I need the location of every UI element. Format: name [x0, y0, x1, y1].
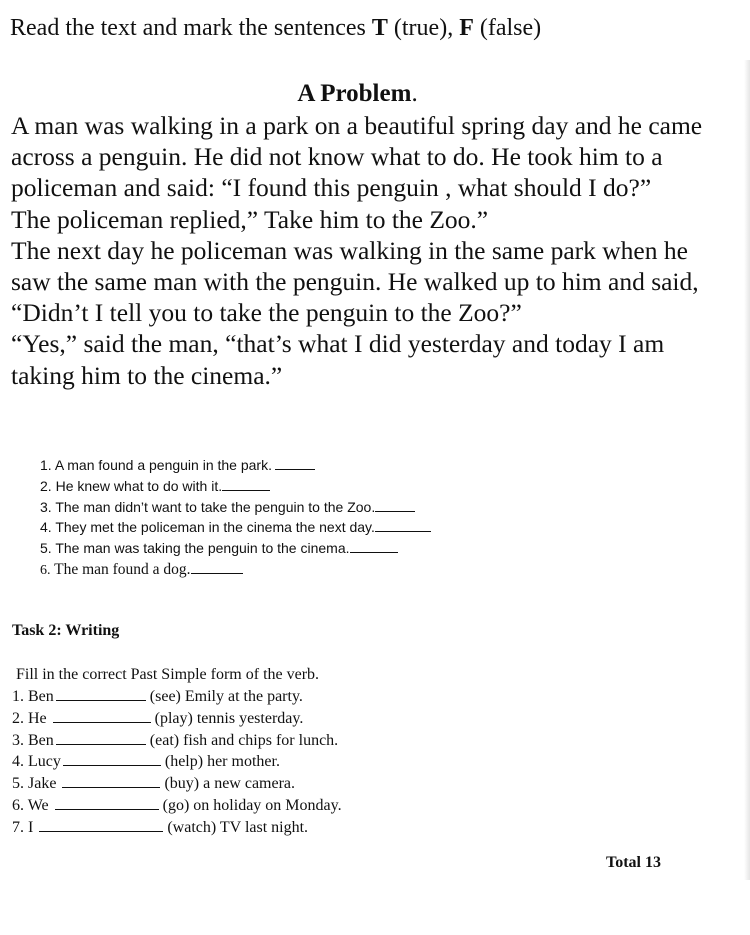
verb-item: [12, 686, 342, 708]
tf-number: 6.: [40, 562, 51, 578]
verb-item: [12, 751, 342, 773]
story-paragraph: A man was walking in a park on a beautiful spring day and he came across a penguin. He did not know what to do. He took him to a policeman and said: “I found this penguin , what should I do?”: [11, 111, 703, 203]
verb-number: 3.: [12, 731, 24, 749]
answer-blank[interactable]: [375, 497, 415, 512]
total-score: Total 13: [606, 854, 661, 871]
verb-subject: Ben: [28, 688, 54, 705]
verb-prompt: (help) her mother.: [164, 753, 280, 771]
answer-blank[interactable]: [275, 455, 315, 470]
tf-item: [40, 497, 431, 518]
verb-prompt: (play) tennis yesterday.: [154, 709, 304, 727]
task2-heading: Task 2: Writing: [12, 622, 120, 639]
verb-item: [12, 730, 342, 752]
answer-blank[interactable]: [350, 538, 398, 553]
tf-number: 3.: [40, 498, 52, 515]
true-false-list: [40, 455, 431, 582]
true-letter: T: [371, 15, 388, 41]
tf-number: 5.: [40, 540, 52, 557]
verb-blank[interactable]: [53, 708, 151, 723]
verb-prompt: (buy) a new camera.: [164, 775, 296, 793]
verb-number: 1.: [12, 688, 24, 705]
story-paragraph: The policeman replied,” Take him to the Zoo.”: [11, 204, 489, 234]
true-label: (true),: [387, 15, 460, 41]
verb-subject: We: [27, 796, 49, 814]
tf-number: 1.: [40, 457, 52, 473]
instructions-text: Read the text and mark the sentences: [10, 15, 372, 41]
tf-item: [40, 517, 431, 538]
story-text: [11, 110, 731, 391]
page-edge-shadow: [744, 60, 750, 880]
verb-prompt: (eat) fish and chips for lunch.: [149, 731, 339, 749]
tf-number: 2.: [40, 477, 52, 494]
verb-number: 4.: [12, 753, 24, 771]
answer-blank[interactable]: [375, 517, 431, 532]
story-paragraph: “Yes,” said the man, “that’s what I did yesterday and today I am taking him to the cinema.”: [11, 329, 665, 390]
verb-item: [12, 708, 342, 730]
verb-subject: Ben: [28, 731, 54, 749]
verb-blank[interactable]: [39, 817, 163, 832]
verb-number: 6.: [12, 796, 24, 814]
verb-item: [12, 795, 342, 817]
tf-item: [40, 559, 431, 582]
verb-subject: Lucy: [28, 753, 61, 771]
tf-text: He knew what to do with it.: [55, 477, 223, 494]
story-title: [0, 78, 715, 110]
tf-text: A man found a penguin in the park.: [54, 457, 272, 473]
verb-number: 7.: [12, 818, 24, 836]
instructions: [10, 12, 541, 44]
story-title-text: A Problem: [297, 80, 412, 107]
tf-text: The man was taking the penguin to the cinema.: [55, 540, 350, 557]
tf-item: [40, 455, 431, 476]
story-title-dot: .: [411, 80, 418, 107]
verb-blank[interactable]: [56, 730, 146, 745]
verb-blank[interactable]: [62, 773, 160, 788]
verb-exercise-list: [12, 686, 342, 839]
verb-subject: I: [28, 818, 34, 836]
verb-blank[interactable]: [63, 751, 161, 766]
verb-subject: He: [28, 709, 47, 727]
tf-number: 4.: [40, 519, 52, 536]
tf-text: They met the policeman in the cinema the next day.: [55, 519, 375, 536]
verb-subject: Jake: [28, 775, 57, 793]
answer-blank[interactable]: [222, 476, 270, 491]
false-letter: F: [459, 15, 474, 41]
answer-blank[interactable]: [191, 559, 243, 574]
verb-item: [12, 817, 342, 839]
tf-text: The man didn’t want to take the penguin to the Zoo.: [55, 498, 376, 515]
story-paragraph: The next day he policeman was walking in the same park when he saw the same man with the penguin. He walked up to him and said, “Didn’t I tell you to take the penguin to the Zoo?”: [11, 235, 699, 328]
verb-number: 5.: [12, 775, 24, 793]
tf-item: [40, 538, 431, 559]
verb-number: 2.: [12, 709, 24, 727]
verb-prompt: (watch) TV last night.: [167, 818, 309, 836]
verb-blank[interactable]: [56, 686, 146, 701]
tf-item: [40, 476, 431, 497]
task2-instruction: Fill in the correct Past Simple form of the verb.: [16, 666, 320, 683]
verb-blank[interactable]: [55, 795, 159, 810]
verb-prompt: (see) Emily at the party.: [149, 688, 303, 705]
false-label: (false): [473, 15, 542, 41]
verb-prompt: (go) on holiday on Monday.: [162, 796, 342, 814]
verb-item: [12, 773, 342, 795]
tf-text: The man found a dog.: [54, 560, 191, 578]
